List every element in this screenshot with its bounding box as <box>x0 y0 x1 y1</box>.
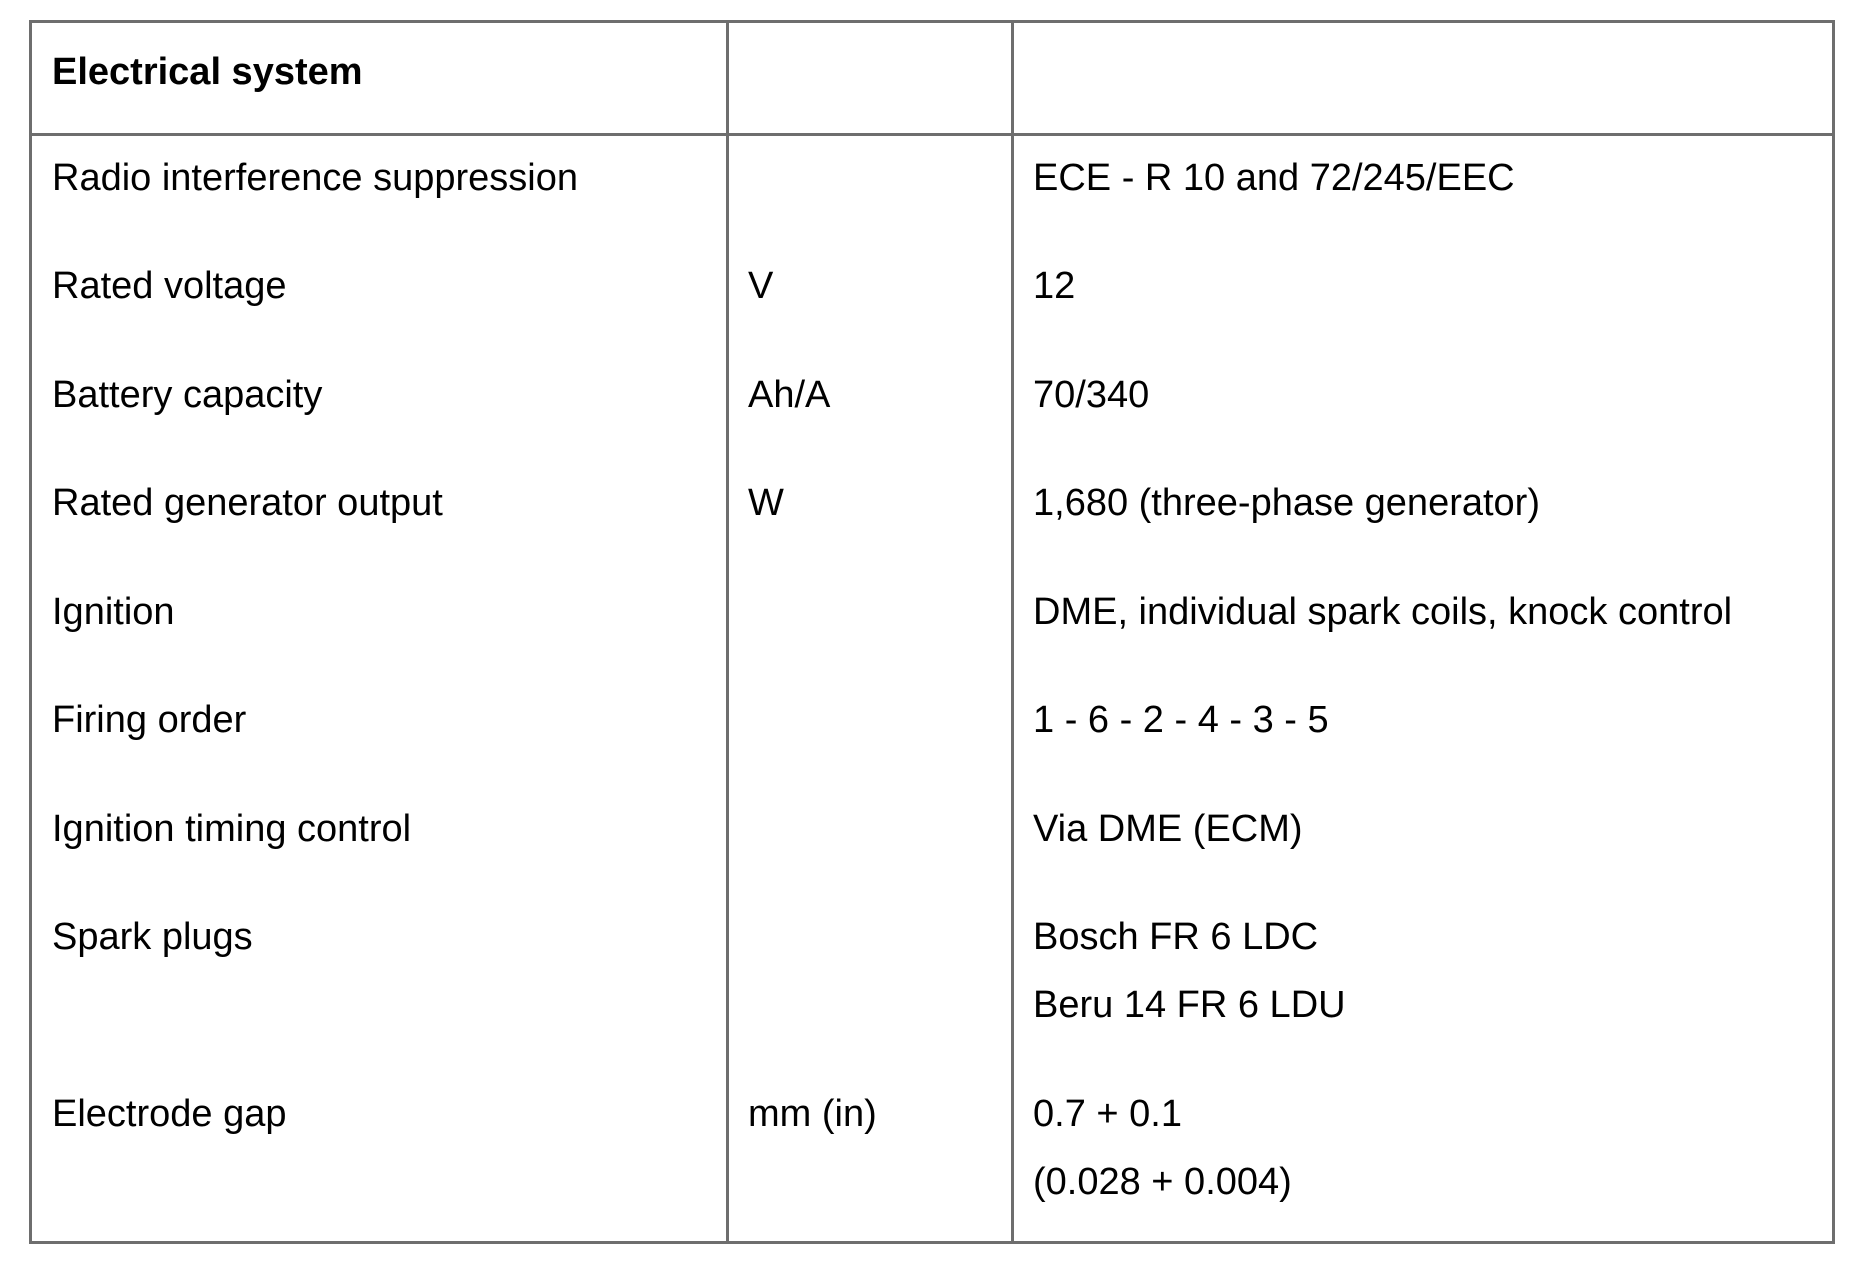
row-label: Ignition timing control <box>52 808 412 850</box>
row-unit: Ah/A <box>748 374 831 416</box>
value-line: Via DME (ECM) <box>1033 808 1303 850</box>
row-label: Electrode gap <box>52 1093 287 1135</box>
value-line: 1 - 6 - 2 - 4 - 3 - 5 <box>1033 699 1329 741</box>
value-line: 12 <box>1033 265 1076 307</box>
row-value <box>1033 807 1303 851</box>
row-unit: W <box>748 482 784 524</box>
row-value <box>1033 590 1732 634</box>
row-value <box>1033 264 1075 308</box>
row-value <box>1033 915 1346 1027</box>
value-line: DME, individual spark coils, knock control <box>1033 591 1733 633</box>
row-value <box>1033 481 1540 525</box>
value-line: 70/340 <box>1033 374 1150 416</box>
row-label: Battery capacity <box>52 374 323 416</box>
row-unit: V <box>748 265 774 307</box>
row-value <box>1033 698 1329 742</box>
row-label: Rated generator output <box>52 482 443 524</box>
value-line: Beru 14 FR 6 LDU <box>1033 984 1346 1026</box>
row-unit: mm (in) <box>748 1093 877 1135</box>
value-line: (0.028 + 0.004) <box>1033 1161 1292 1203</box>
column-divider <box>726 23 729 1241</box>
row-value <box>1033 1092 1292 1204</box>
value-line: Bosch FR 6 LDC <box>1033 916 1319 958</box>
spec-table <box>29 20 1835 1244</box>
row-value <box>1033 156 1515 200</box>
value-line: 1,680 (three-phase generator) <box>1033 482 1540 524</box>
row-label: Spark plugs <box>52 916 253 958</box>
row-label: Radio interference suppression <box>52 157 578 199</box>
value-line: ECE - R 10 and 72/245/EEC <box>1033 157 1515 199</box>
row-label: Ignition <box>52 591 175 633</box>
value-line: 0.7 + 0.1 <box>1033 1093 1182 1135</box>
section-title: Electrical system <box>52 51 363 93</box>
row-label: Firing order <box>52 699 247 741</box>
row-label: Rated voltage <box>52 265 287 307</box>
column-divider <box>1011 23 1014 1241</box>
row-value <box>1033 373 1149 417</box>
header-divider <box>32 133 1832 136</box>
